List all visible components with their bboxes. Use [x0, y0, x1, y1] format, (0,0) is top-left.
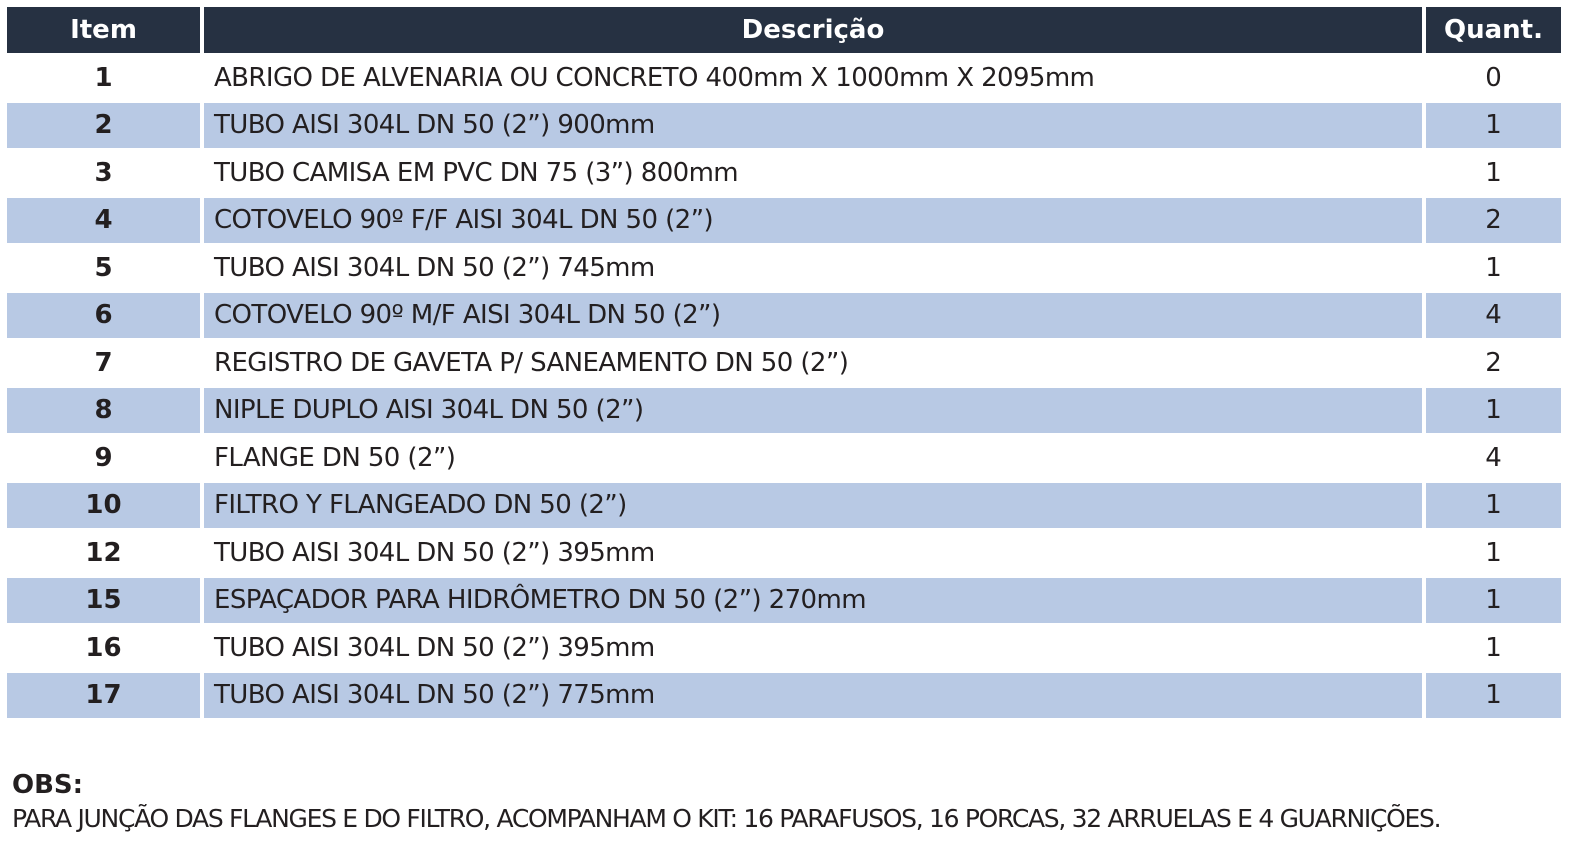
item-number-cell: 12: [7, 530, 200, 576]
column-header-item: Item: [7, 7, 200, 53]
quantity-cell: 1: [1426, 578, 1561, 624]
table-header-row: [7, 7, 1561, 53]
quantity-cell: 1: [1426, 625, 1561, 671]
observation-note: [12, 768, 1572, 836]
quantity-cell: 0: [1426, 55, 1561, 101]
item-number-cell: 8: [7, 388, 200, 434]
description-cell: COTOVELO 90º F/F AISI 304L DN 50 (2”): [204, 198, 1422, 244]
description-cell: TUBO AISI 304L DN 50 (2”) 395mm: [204, 530, 1422, 576]
quantity-cell: 2: [1426, 340, 1561, 386]
column-header-description: Descrição: [204, 7, 1422, 53]
observation-text: PARA JUNÇÃO DAS FLANGES E DO FILTRO, ACOMPANHAM O KIT: 16 PARAFUSOS, 16 PORCAS, 32 ARRUELAS E 4 GUARNIÇÕES.: [12, 804, 1441, 833]
description-cell: REGISTRO DE GAVETA P/ SANEAMENTO DN 50 (2”): [204, 340, 1422, 386]
item-number-cell: 15: [7, 578, 200, 624]
item-number-cell: 5: [7, 245, 200, 291]
table-row: [7, 578, 1561, 624]
item-number-cell: 1: [7, 55, 200, 101]
table-row: [7, 293, 1561, 339]
quantity-cell: 1: [1426, 103, 1561, 149]
quantity-cell: 1: [1426, 245, 1561, 291]
observation-title: OBS:: [12, 770, 84, 800]
quantity-cell: 4: [1426, 435, 1561, 481]
quantity-cell: 1: [1426, 150, 1561, 196]
description-cell: TUBO CAMISA EM PVC DN 75 (3”) 800mm: [204, 150, 1422, 196]
description-cell: TUBO AISI 304L DN 50 (2”) 900mm: [204, 103, 1422, 149]
table-row: [7, 530, 1561, 576]
quantity-cell: 4: [1426, 293, 1561, 339]
item-number-cell: 10: [7, 483, 200, 529]
description-cell: NIPLE DUPLO AISI 304L DN 50 (2”): [204, 388, 1422, 434]
table-row: [7, 150, 1561, 196]
quantity-cell: 2: [1426, 198, 1561, 244]
item-number-cell: 4: [7, 198, 200, 244]
table-body: [7, 55, 1561, 718]
quantity-cell: 1: [1426, 530, 1561, 576]
table-row: [7, 340, 1561, 386]
description-cell: FLANGE DN 50 (2”): [204, 435, 1422, 481]
item-number-cell: 17: [7, 673, 200, 719]
description-cell: TUBO AISI 304L DN 50 (2”) 775mm: [204, 673, 1422, 719]
table-row: [7, 483, 1561, 529]
description-cell: ABRIGO DE ALVENARIA OU CONCRETO 400mm X 1000mm X 2095mm: [204, 55, 1422, 101]
description-cell: ESPAÇADOR PARA HIDRÔMETRO DN 50 (2”) 270mm: [204, 578, 1422, 624]
item-number-cell: 16: [7, 625, 200, 671]
table-row: [7, 103, 1561, 149]
description-cell: TUBO AISI 304L DN 50 (2”) 395mm: [204, 625, 1422, 671]
item-number-cell: 9: [7, 435, 200, 481]
table-row: [7, 55, 1561, 101]
description-cell: FILTRO Y FLANGEADO DN 50 (2”): [204, 483, 1422, 529]
item-number-cell: 2: [7, 103, 200, 149]
quantity-cell: 1: [1426, 483, 1561, 529]
description-cell: COTOVELO 90º M/F AISI 304L DN 50 (2”): [204, 293, 1422, 339]
item-number-cell: 3: [7, 150, 200, 196]
table-row: [7, 198, 1561, 244]
description-cell: TUBO AISI 304L DN 50 (2”) 745mm: [204, 245, 1422, 291]
table-row: [7, 435, 1561, 481]
column-header-quantity: Quant.: [1426, 7, 1561, 53]
table-row: [7, 673, 1561, 719]
item-number-cell: 6: [7, 293, 200, 339]
quantity-cell: 1: [1426, 673, 1561, 719]
quantity-cell: 1: [1426, 388, 1561, 434]
parts-table: [7, 7, 1561, 720]
table-row: [7, 388, 1561, 434]
item-number-cell: 7: [7, 340, 200, 386]
table-row: [7, 625, 1561, 671]
table-row: [7, 245, 1561, 291]
